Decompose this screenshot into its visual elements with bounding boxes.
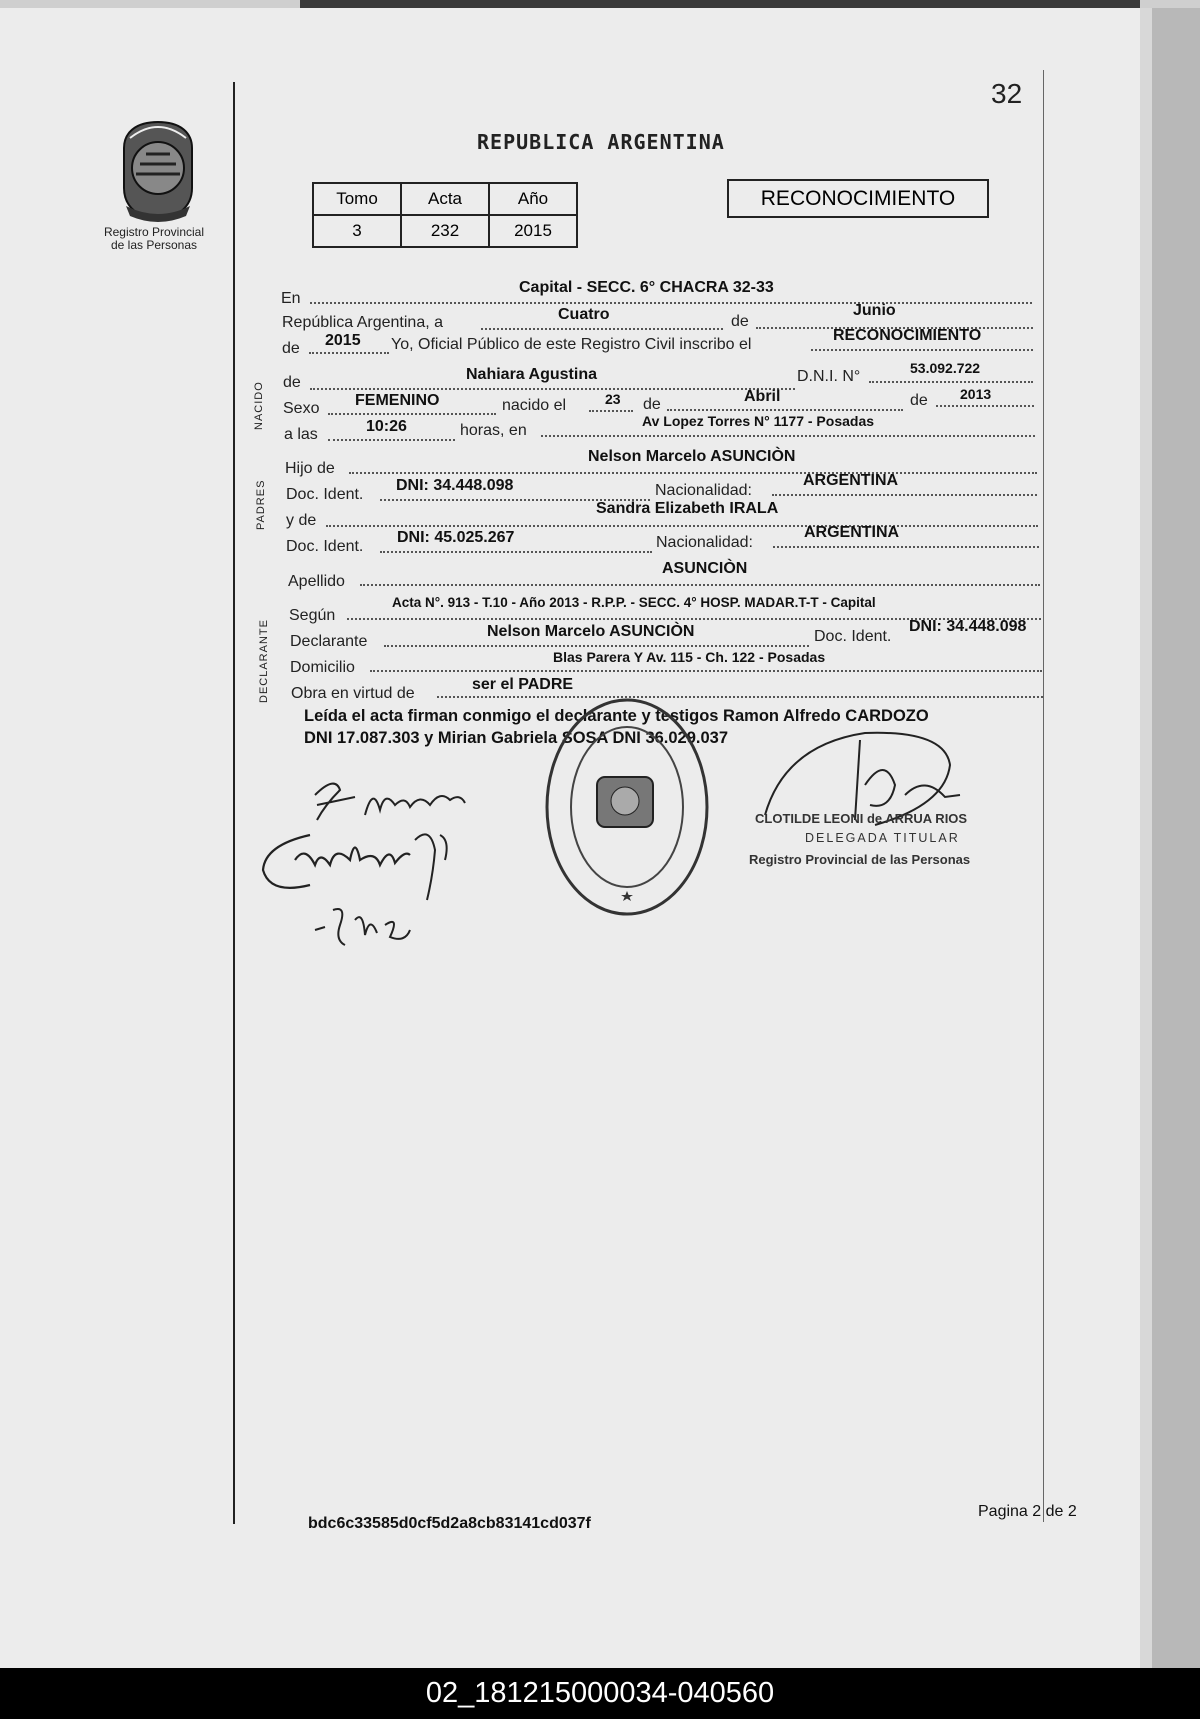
document-title: REPUBLICA ARGENTINA	[477, 130, 725, 154]
year-value: 2015	[325, 332, 361, 349]
official-text: Yo, Oficial Público de este Registro Civil inscribo el	[391, 336, 752, 353]
birth-place-value: Av Lopez Torres N° 1177 - Posadas	[642, 413, 875, 429]
birth-de-label: de	[643, 396, 661, 413]
apellido-label: Apellido	[288, 573, 345, 590]
father-nationality-dots	[772, 494, 1037, 496]
value-tomo: 3	[313, 215, 401, 247]
father-nationality-value: ARGENTINA	[803, 472, 899, 489]
declarante-label: Declarante	[290, 633, 368, 650]
y-de-label: y de	[286, 512, 317, 529]
mother-nationality-label: Nacionalidad:	[656, 534, 753, 551]
name-dots	[310, 388, 795, 390]
official-role: DELEGADA TITULAR	[805, 831, 960, 845]
domicilio-dots	[370, 670, 1042, 672]
father-doc-value: DNI: 34.448.098	[396, 477, 514, 494]
birth-month-dots	[667, 409, 903, 411]
sexo-dots	[328, 413, 496, 415]
birth-year-de-label: de	[910, 392, 928, 409]
padres-section-label: PADRES	[255, 479, 267, 530]
declarante-doc-value: DNI: 34.448.098	[909, 618, 1027, 635]
organization-line2: de las Personas	[110, 238, 198, 252]
declarante-value: Nelson Marcelo ASUNCIÒN	[487, 623, 695, 640]
obra-dots	[437, 696, 1043, 698]
header-acta: Acta	[401, 183, 489, 215]
declarante-dots	[384, 645, 809, 647]
mother-doc-value: DNI: 45.025.267	[397, 529, 515, 546]
en-value: Capital - SECC. 6° CHACRA 32-33	[519, 279, 774, 296]
mother-dots	[326, 525, 1038, 527]
father-dots	[349, 472, 1037, 474]
en-label: En	[281, 290, 301, 307]
organization-name	[94, 226, 214, 252]
mother-nationality-dots	[773, 546, 1039, 548]
time-value: 10:26	[366, 418, 407, 435]
dni-dots	[869, 381, 1033, 383]
de-label: de	[731, 313, 749, 330]
value-ano: 2015	[489, 215, 577, 247]
time-dots	[328, 439, 455, 441]
act-type-box: RECONOCIMIENTO	[727, 179, 989, 218]
closing-line-1: Leída el acta firman conmigo el declarante y testigos Ramon Alfredo CARDOZO	[304, 707, 929, 725]
horas-label: horas, en	[460, 422, 527, 439]
apellido-dots	[360, 584, 1040, 586]
father-nationality-label: Nacionalidad:	[655, 482, 752, 499]
year-dots	[309, 352, 389, 354]
birth-day-dots	[589, 410, 633, 412]
obra-value: ser el PADRE	[472, 676, 574, 693]
segun-label: Según	[289, 607, 336, 624]
reference-table-header	[313, 183, 577, 215]
file-id-bar: 02_181215000034-040560	[0, 1668, 1200, 1719]
header-tomo: Tomo	[313, 183, 401, 215]
left-margin-rule	[233, 82, 235, 1524]
sexo-label: Sexo	[283, 400, 320, 417]
top-edge	[300, 0, 1140, 8]
page-edge-shadow	[1140, 8, 1152, 1668]
child-dni-value: 53.092.722	[910, 360, 981, 376]
de-year-label: de	[282, 340, 300, 357]
value-acta: 232	[401, 215, 489, 247]
reference-table-values	[313, 215, 577, 247]
province-seal-icon	[112, 118, 204, 224]
sexo-value: FEMENINO	[355, 392, 440, 409]
document-hash: bdc6c33585d0cf5d2a8cb83141cd037f	[308, 1515, 591, 1532]
declarante-doc-label: Doc. Ident.	[814, 628, 892, 645]
birth-year-dots	[936, 405, 1034, 407]
right-margin-rule	[1043, 70, 1044, 1522]
apellido-value: ASUNCIÒN	[662, 560, 748, 577]
nacido-section-label: NACIDO	[253, 381, 265, 430]
official-stamp-icon	[543, 695, 711, 920]
mother-name-value: Sandra Elizabeth IRALA	[596, 500, 779, 517]
nacido-el-label: nacido el	[502, 397, 567, 414]
official-name: CLOTILDE LEONI de ARRUA RIOS	[755, 811, 968, 826]
birth-year-value: 2013	[960, 386, 992, 402]
obra-label: Obra en virtud de	[291, 685, 415, 702]
reference-table	[312, 182, 578, 248]
birth-month-value: Abril	[744, 388, 781, 405]
inscription-value: RECONOCIMIENTO	[833, 327, 982, 344]
father-name-value: Nelson Marcelo ASUNCIÒN	[588, 448, 796, 465]
domicilio-value: Blas Parera Y Av. 115 - Ch. 122 - Posadas	[553, 649, 826, 665]
pagination: Pagina 2 de 2	[978, 1503, 1077, 1520]
inscription-dots	[811, 349, 1033, 351]
place-dots	[541, 435, 1035, 437]
closing-line-2: DNI 17.087.303 y Mirian Gabriela SOSA DNI 36.029.037	[304, 729, 729, 747]
a-las-label: a las	[284, 426, 318, 443]
organization-line1: Registro Provincial	[103, 225, 205, 239]
declarante-section-label: DECLARANTE	[258, 619, 270, 703]
header-ano: Año	[489, 183, 577, 215]
official-signature	[755, 725, 975, 845]
domicilio-label: Domicilio	[290, 659, 355, 676]
birth-day-value: 23	[605, 391, 621, 407]
segun-value: Acta N°. 913 - T.10 - Año 2013 - R.P.P. - SECC. 4° HOSP. MADAR.T-T - Capital	[392, 595, 876, 610]
page-edge	[1152, 8, 1200, 1668]
official-org: Registro Provincial de las Personas	[749, 852, 971, 867]
republica-label: República Argentina, a	[282, 314, 443, 331]
dni-label: D.N.I. N°	[797, 368, 861, 385]
day-dots	[481, 328, 723, 330]
page-number: 32	[991, 78, 1023, 109]
month-value: Junio	[853, 302, 896, 319]
name-de-label: de	[283, 374, 301, 391]
father-doc-label: Doc. Ident.	[286, 486, 364, 503]
handwritten-signatures	[255, 765, 525, 965]
mother-doc-dots	[380, 551, 652, 553]
mother-nationality-value: ARGENTINA	[804, 524, 900, 541]
hijo-label: Hijo de	[285, 460, 335, 477]
mother-doc-label: Doc. Ident.	[286, 538, 364, 555]
en-dots	[310, 302, 1032, 304]
day-value: Cuatro	[558, 306, 610, 323]
child-name-value: Nahiara Agustina	[466, 366, 597, 383]
